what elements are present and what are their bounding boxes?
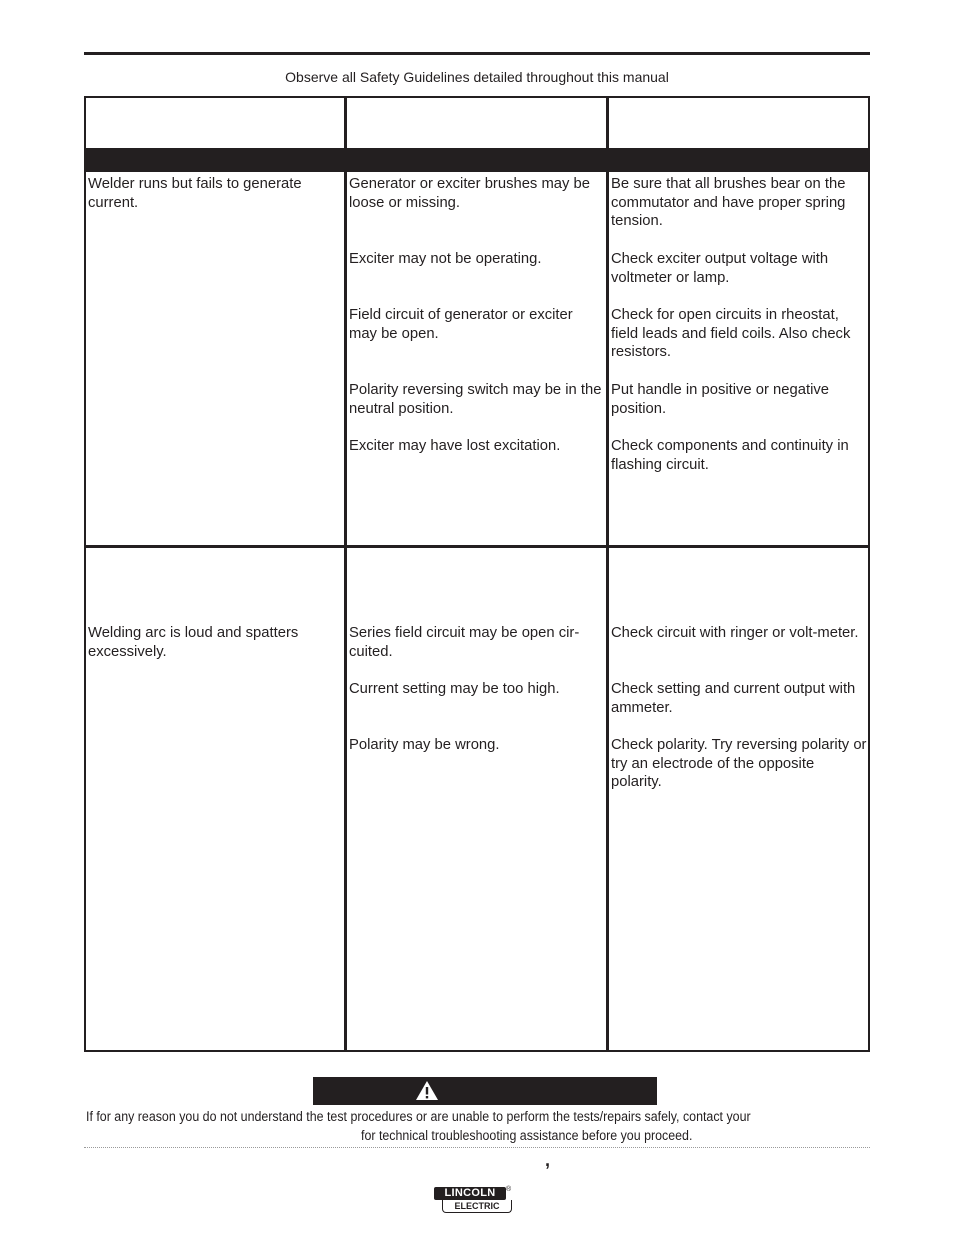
cause-cell: Exciter may not be operating. xyxy=(349,251,542,267)
action-cell: Check components and continuity in flashing circuit. xyxy=(611,438,849,473)
cause-cell: Series field circuit may be open cir-cuited. xyxy=(349,625,580,660)
caution-text-line2: for technical troubleshooting assistance before you proceed. xyxy=(361,1128,693,1143)
caution-text-line1: If for any reason you do not understand the test procedures or are unable to perform the tests/repairs safely, contact your xyxy=(86,1109,751,1124)
cause-cell: Exciter may have lost excitation. xyxy=(349,438,561,454)
cause-cell: Generator or exciter brushes may be loose or missing. xyxy=(349,176,590,211)
action-cell: Check circuit with ringer or volt-meter. xyxy=(611,625,859,641)
logo-bottom: ELECTRIC xyxy=(442,1200,512,1213)
action-cell: Check exciter output voltage with voltmeter or lamp. xyxy=(611,251,829,286)
row-divider xyxy=(84,545,870,548)
footer-divider xyxy=(84,1147,870,1148)
footer-separator: , xyxy=(545,1150,551,1170)
table-border xyxy=(84,96,870,1052)
cause-cell: Polarity may be wrong. xyxy=(349,737,500,753)
lincoln-electric-logo xyxy=(434,1187,514,1215)
problem-cell: Welding arc is loud and spatters excessively. xyxy=(88,625,299,660)
logo-top: LINCOLN xyxy=(434,1187,506,1200)
table-header-band xyxy=(84,148,870,172)
troubleshooting-table xyxy=(84,96,870,1052)
action-cell: Check for open circuits in rheostat, field leads and field coils. Also check resistors. xyxy=(611,307,851,361)
logo-registered-mark: ® xyxy=(506,1186,512,1193)
warning-triangle-icon xyxy=(415,1080,439,1101)
cause-cell: Current setting may be too high. xyxy=(349,681,560,697)
action-cell: Check setting and current output with ammeter. xyxy=(611,681,856,716)
action-cell: Put handle in positive or negative position. xyxy=(611,382,829,417)
safety-note: Observe all Safety Guidelines detailed throughout this manual xyxy=(285,69,669,85)
column-divider-1 xyxy=(344,96,347,1052)
problem-cell: Welder runs but fails to generate current. xyxy=(88,176,302,211)
action-cell: Check polarity. Try reversing polarity or try an electrode of the opposite polarity. xyxy=(611,737,867,791)
column-divider-2 xyxy=(606,96,609,1052)
cause-cell: Polarity reversing switch may be in the neutral position. xyxy=(349,382,602,417)
caution-bar xyxy=(313,1077,657,1105)
top-rule xyxy=(84,52,870,55)
cause-cell: Field circuit of generator or exciter may be open. xyxy=(349,307,573,342)
action-cell: Be sure that all brushes bear on the commutator and have proper spring tension. xyxy=(611,176,846,230)
